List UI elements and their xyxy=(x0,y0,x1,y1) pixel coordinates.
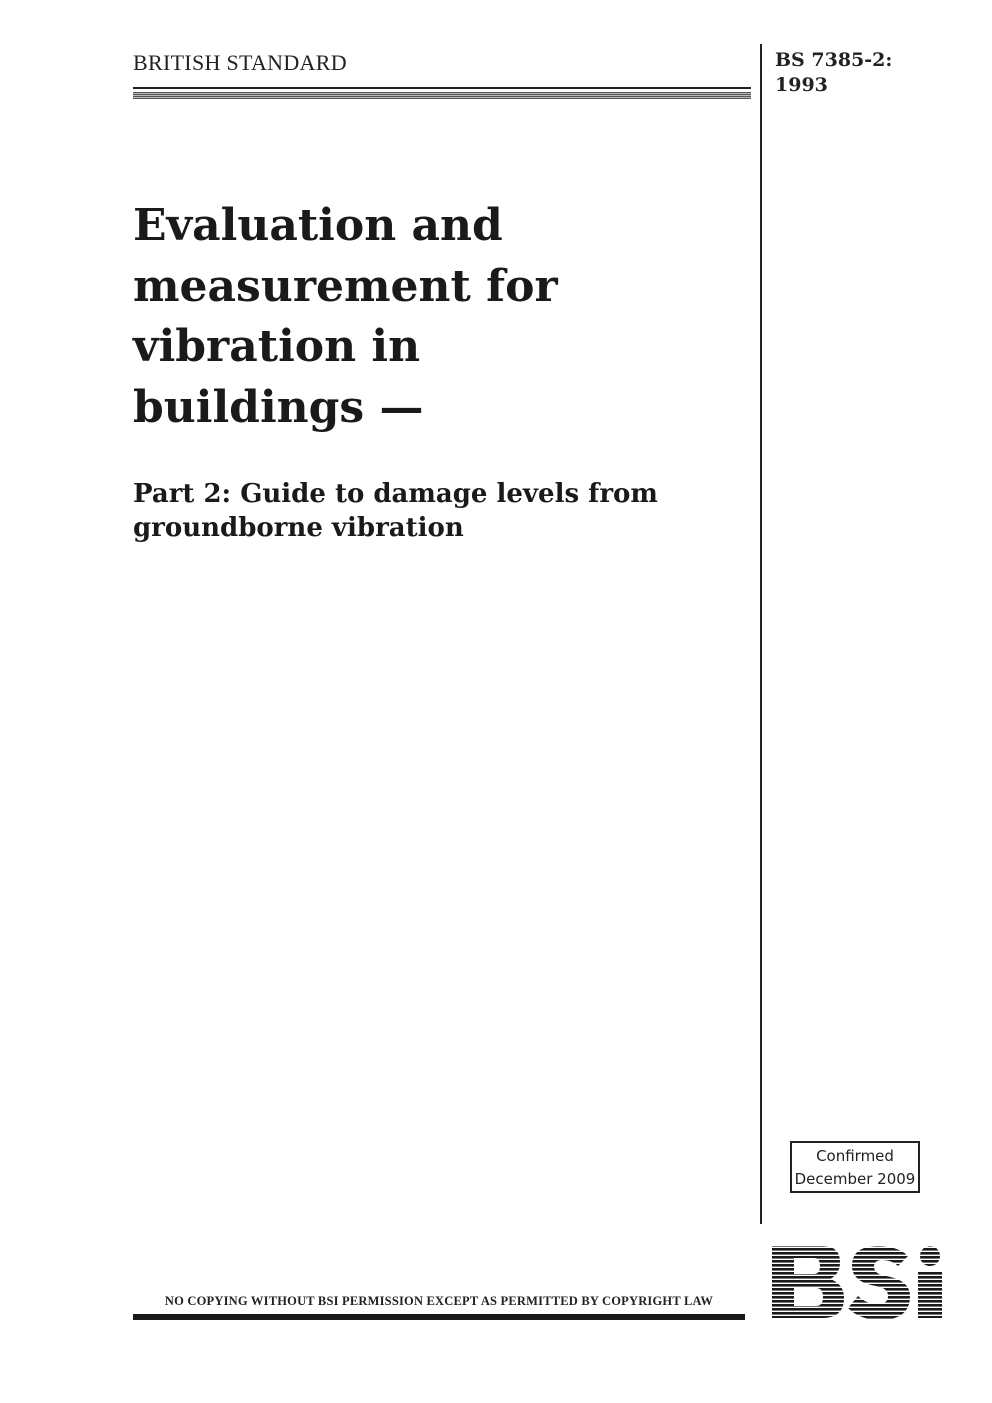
document-number xyxy=(775,48,892,98)
confirmed-label: Confirmed xyxy=(816,1147,894,1165)
title-line: measurement for xyxy=(133,260,558,312)
standard-type-label: BRITISH STANDARD xyxy=(133,50,347,75)
header-rule-thick xyxy=(133,92,751,99)
title-line: buildings — xyxy=(133,381,424,433)
document-subtitle xyxy=(133,477,743,545)
subtitle-line: Part 2: Guide to damage levels from xyxy=(133,479,658,509)
title-line: Evaluation and xyxy=(133,200,503,251)
footer-rule xyxy=(133,1314,745,1320)
subtitle-line: groundborne vibration xyxy=(133,513,464,543)
bsi-logo-icon xyxy=(770,1244,944,1320)
header-rule-thin xyxy=(133,87,751,89)
document-number-code: BS 7385-2: xyxy=(775,49,893,71)
confirmed-stamp xyxy=(790,1141,920,1193)
title-line: vibration in xyxy=(133,321,421,372)
copyright-notice: NO COPYING WITHOUT BSI PERMISSION EXCEPT AS PERMITTED BY COPYRIGHT LAW xyxy=(164,1294,714,1308)
vertical-divider xyxy=(760,44,762,1224)
confirmed-date: December 2009 xyxy=(794,1170,916,1188)
document-number-year: 1993 xyxy=(775,74,828,96)
document-title xyxy=(133,196,743,438)
